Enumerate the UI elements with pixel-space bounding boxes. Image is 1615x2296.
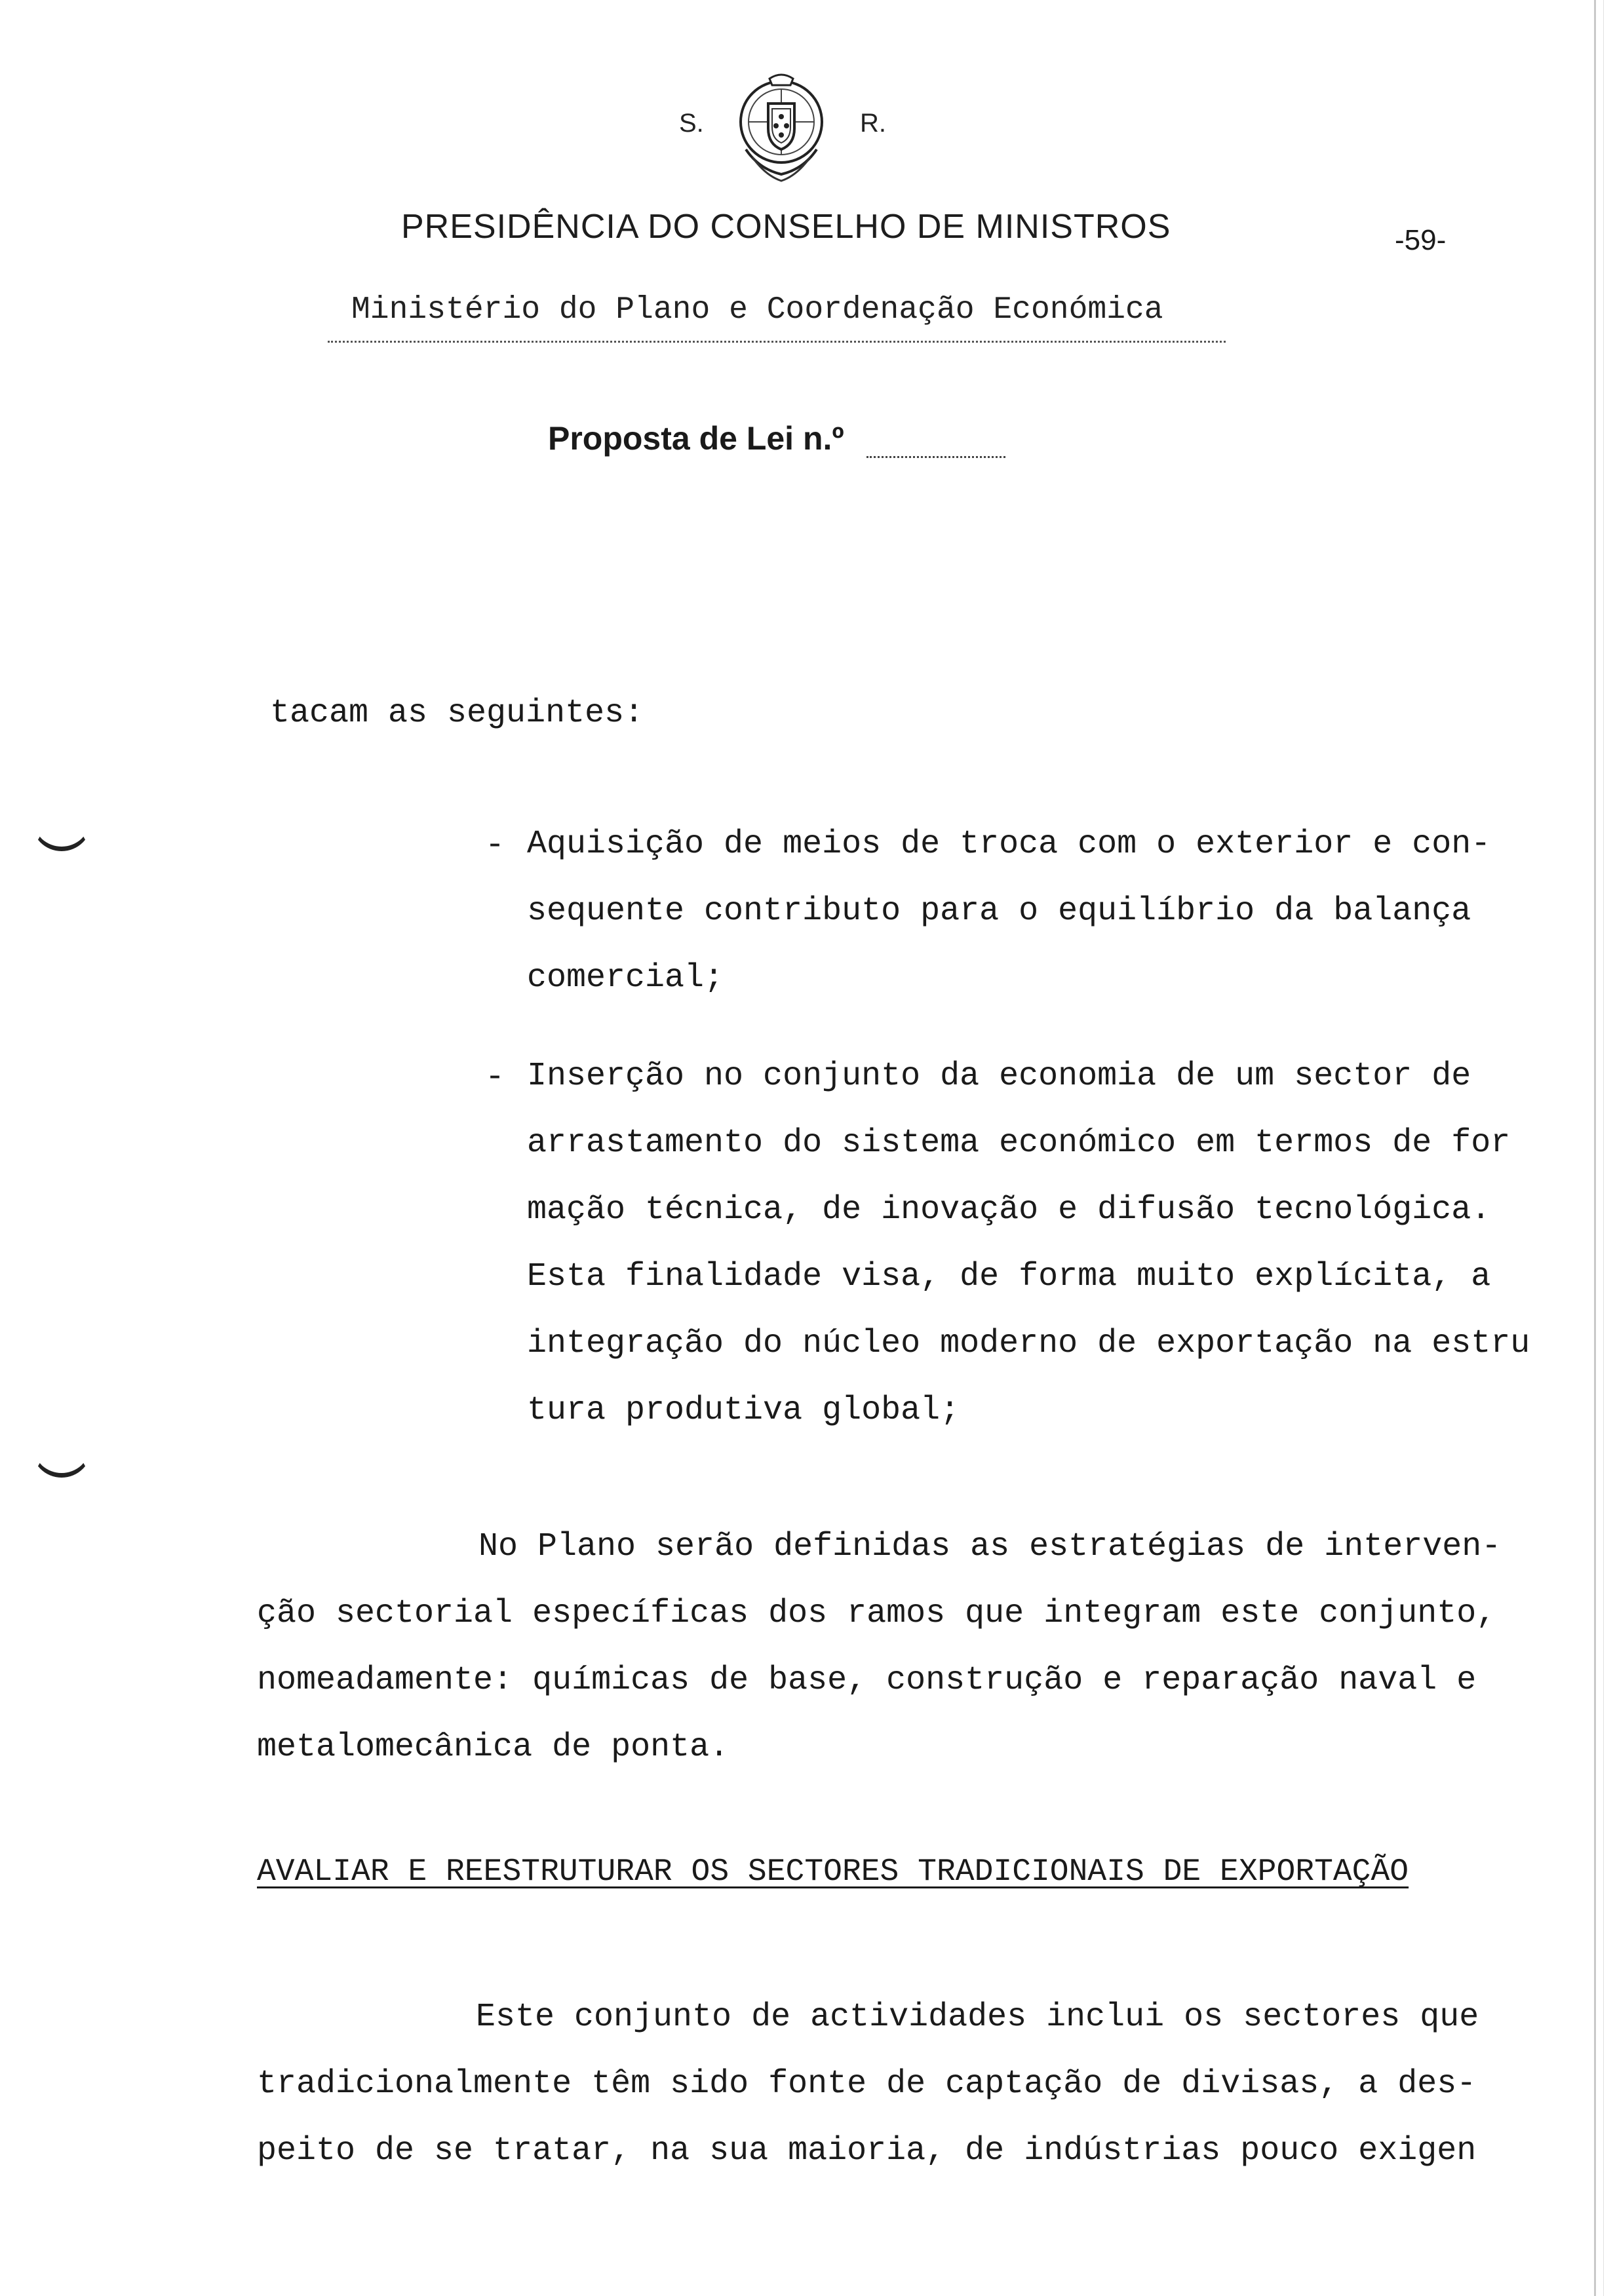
bullet-dash-2: - [485, 1059, 505, 1096]
lead-line: tacam as seguintes: [270, 695, 644, 732]
bullet-2-line-1: Inserção no conjunto da economia de um sector de [527, 1058, 1471, 1095]
bullet-2-line-6: tura produtiva global; [527, 1392, 960, 1429]
bullet-1-line-3: comercial; [527, 959, 724, 997]
punch-hole-mark-top [31, 820, 92, 851]
r-letter: R. [860, 109, 886, 138]
bullet-dash-1: - [485, 827, 505, 864]
sheet-edge-shadow [1603, 0, 1604, 2296]
bullet-2-line-5: integração do núcleo moderno de exportação na estru [527, 1325, 1530, 1362]
bullet-2-line-3: mação técnica, de inovação e difusão tecnológica. [527, 1191, 1491, 1229]
para-1-line-4: metalomecânica de ponta. [257, 1729, 730, 1766]
coat-of-arms-icon [733, 71, 830, 186]
page-number: -59- [1395, 224, 1447, 256]
presidencia-heading: PRESIDÊNCIA DO CONSELHO DE MINISTROS [401, 208, 1171, 246]
s-letter: S. [679, 109, 704, 138]
ministerio-heading: Ministério do Plano e Coordenação Económica [351, 292, 1163, 328]
bullet-2-line-4: Esta finalidade visa, de forma muito explícita, a [527, 1258, 1491, 1295]
section-heading: AVALIAR E REESTRUTURAR OS SECTORES TRADICIONAIS DE EXPORTAÇÃO [257, 1854, 1409, 1890]
para-2-line-1: Este conjunto de actividades inclui os sectores que [476, 1999, 1479, 2036]
para-1-line-2: ção sectorial específicas dos ramos que integram este conjunto, [257, 1595, 1496, 1632]
bullet-2-line-2: arrastamento do sistema económico em termos de for [527, 1124, 1511, 1162]
sheet-edge [1594, 0, 1596, 2296]
proposta-number-blank [866, 456, 1005, 458]
para-1-line-1: No Plano serão definidas as estratégias de interven- [478, 1528, 1502, 1565]
punch-hole-mark-bottom [31, 1447, 92, 1478]
bullet-1-line-2: sequente contributo para o equilíbrio da balança [527, 892, 1471, 930]
proposta-label: Proposta de Lei n.º [548, 420, 844, 457]
para-2-line-2: tradicionalmente têm sido fonte de captação de divisas, a des- [257, 2065, 1477, 2103]
bullet-1-line-1: Aquisição de meios de troca com o exterior e con- [527, 826, 1491, 863]
para-2-line-3: peito de se tratar, na sua maioria, de indústrias pouco exigen [257, 2132, 1477, 2170]
ministerio-dotted-rule [328, 341, 1226, 343]
para-1-line-3: nomeadamente: químicas de base, construção e reparação naval e [257, 1662, 1477, 1699]
